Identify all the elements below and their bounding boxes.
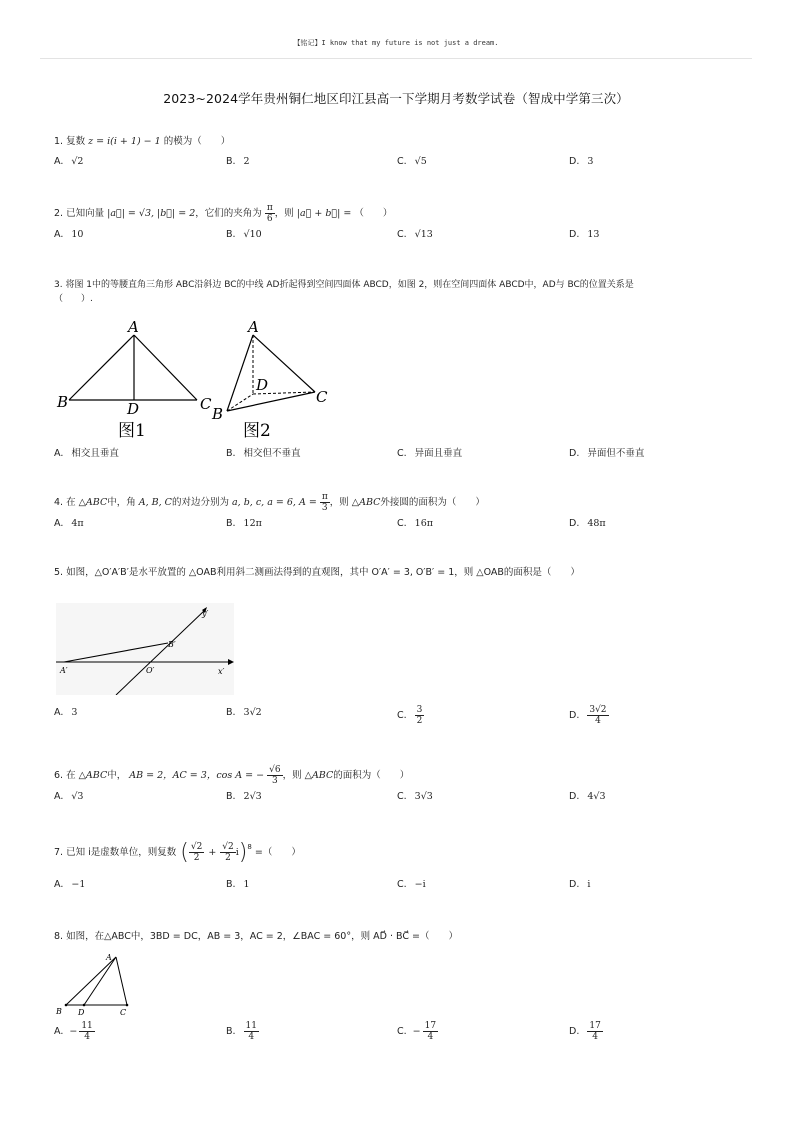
q7-plus: +	[208, 846, 217, 858]
option-letter: C.	[397, 229, 407, 240]
option-value: 1	[243, 879, 250, 890]
fraction-numerator: √2	[190, 842, 203, 852]
question-5-stem	[54, 566, 754, 580]
option-a[interactable]	[54, 707, 77, 718]
option-b[interactable]	[226, 229, 262, 240]
fraction-numerator: 3√2	[589, 705, 607, 715]
option-value: 3√3	[414, 791, 433, 802]
q6-math: △ABC	[78, 770, 108, 781]
option-d[interactable]	[569, 445, 644, 459]
q4-mid: 中，角	[107, 497, 136, 508]
q6-suffix: 的面积为（ ）	[333, 770, 410, 781]
option-b[interactable]	[226, 1021, 259, 1042]
q7-prefix: 7. 已知 i是虚数单位，则复数	[54, 846, 177, 858]
q6-mid: 中，	[107, 770, 127, 781]
option-sign: −	[69, 1026, 78, 1037]
option-d[interactable]	[569, 1021, 603, 1042]
page-title: 2023~2024学年贵州铜仁地区印江县高一下学期月考数学试卷（智成中学第三次）	[163, 91, 629, 106]
option-value: 10	[71, 229, 84, 240]
option-value: √10	[243, 229, 262, 240]
q3-line2: （ ）.	[54, 294, 93, 304]
option-fraction	[587, 705, 608, 726]
option-fraction	[423, 1021, 438, 1042]
q8-figure	[54, 950, 139, 1020]
option-letter: A.	[54, 448, 64, 459]
option-sign: −	[412, 1026, 421, 1037]
option-c[interactable]	[397, 445, 462, 459]
q3-figures	[54, 315, 344, 443]
option-value: 13	[587, 229, 600, 240]
option-letter: B.	[226, 791, 236, 802]
option-a[interactable]	[54, 229, 83, 240]
figure-2-caption: 图2	[243, 421, 271, 441]
option-letter: A.	[54, 879, 64, 890]
option-a[interactable]	[54, 1021, 95, 1042]
q4-fraction	[320, 492, 330, 513]
q4-math4: △ABC	[351, 497, 381, 508]
option-a[interactable]	[54, 791, 83, 802]
fraction-numerator: π	[321, 492, 328, 502]
option-b[interactable]	[226, 518, 262, 529]
fraction-numerator: 17	[589, 1021, 601, 1031]
label-c: C	[200, 395, 212, 413]
option-c[interactable]	[397, 879, 426, 890]
figure-2-tetrahedron	[211, 318, 328, 441]
question-2-options	[54, 229, 754, 245]
option-a[interactable]	[54, 879, 85, 890]
option-value: 3	[71, 707, 78, 718]
option-fraction	[587, 1021, 602, 1042]
option-letter: B.	[226, 707, 236, 718]
q2-mid: ，它们的夹角为	[195, 208, 262, 219]
option-value: 4π	[71, 518, 84, 529]
option-fraction	[244, 1021, 259, 1042]
label-b: B	[56, 1007, 62, 1016]
fraction-denominator: 6	[266, 214, 273, 224]
q4-mid2: 的对边分别为	[171, 497, 229, 508]
option-value: 16π	[414, 518, 433, 529]
q5-figure	[56, 603, 234, 695]
fraction-numerator: 11	[245, 1021, 257, 1031]
question-1-options	[54, 156, 754, 172]
question-8-options	[54, 1021, 754, 1049]
label-a-prime: A′	[60, 666, 68, 675]
label-d: D	[127, 400, 140, 418]
fraction-denominator: 4	[427, 1032, 434, 1042]
label-d: D	[78, 1008, 85, 1017]
option-b[interactable]	[226, 791, 262, 802]
option-letter: B.	[226, 879, 236, 890]
option-fraction	[415, 705, 425, 726]
option-d[interactable]	[569, 156, 593, 167]
option-d[interactable]	[569, 518, 606, 529]
label-o-prime: O′	[146, 666, 155, 675]
option-b[interactable]	[226, 879, 250, 890]
option-letter: C.	[397, 156, 407, 167]
label-d: D	[256, 376, 269, 394]
option-value: 相交但不垂直	[243, 448, 301, 459]
option-letter: B.	[226, 518, 236, 529]
label-x-prime: x′	[218, 667, 225, 676]
option-letter: A.	[54, 156, 64, 167]
label-c: C	[120, 1008, 127, 1017]
option-b[interactable]	[226, 156, 250, 167]
q4-prefix: 4. 在	[54, 497, 76, 508]
option-value: √2	[71, 156, 84, 167]
question-3-stem	[54, 278, 754, 306]
option-value: −i	[414, 879, 426, 890]
option-letter: A.	[54, 518, 64, 529]
label-b-prime: B′	[168, 640, 176, 649]
option-a[interactable]	[54, 445, 119, 459]
label-y-prime: y′	[202, 609, 209, 618]
q1-suffix: 的模为（ ）	[163, 136, 231, 147]
question-7-options	[54, 879, 754, 895]
option-value: 3√2	[243, 707, 262, 718]
option-c[interactable]	[397, 156, 427, 167]
q2-tail: ，则	[274, 208, 294, 219]
option-value: √13	[414, 229, 433, 240]
q2-suffix: （ ）	[354, 208, 393, 219]
q7-exponent: 8	[247, 843, 252, 851]
option-d[interactable]	[569, 879, 590, 890]
option-letter: A.	[54, 1026, 64, 1037]
q6-prefix: 6. 在	[54, 770, 76, 781]
q7-imag: i	[235, 846, 239, 858]
q4-tail: ，则	[329, 497, 349, 508]
option-value: √3	[71, 791, 84, 802]
question-7-stem	[54, 839, 754, 870]
q6-fraction	[267, 765, 282, 786]
question-5-options	[54, 705, 754, 733]
fraction-numerator: π	[266, 203, 273, 213]
option-a[interactable]	[54, 156, 83, 167]
option-letter: C.	[397, 879, 407, 890]
option-letter: C.	[397, 518, 407, 529]
option-letter: D.	[569, 229, 580, 240]
q2-fraction	[265, 203, 275, 224]
option-letter: D.	[569, 156, 580, 167]
header-divider	[40, 58, 752, 59]
fraction-numerator: √6	[269, 765, 281, 775]
option-letter: C.	[397, 710, 407, 721]
q6-tail: ，则	[282, 770, 302, 781]
q3-line1: 3. 将图 1中的等腰直角三角形 ABC沿斜边 BC的中线 AD折起得到空间四面体 ABCD，如图 2，则在空间四面体 ABCD中，AD与 BC的位置关系是	[54, 280, 634, 290]
question-3-options	[54, 445, 754, 461]
question-6-stem	[54, 765, 754, 786]
figure-1-caption: 图1	[118, 421, 146, 441]
option-letter: D.	[569, 879, 580, 890]
question-6-options	[54, 791, 754, 807]
fraction-denominator: 2	[193, 853, 200, 863]
question-4-stem	[54, 492, 754, 513]
fraction-numerator: 17	[424, 1021, 437, 1031]
option-value: 12π	[243, 518, 262, 529]
option-letter: C.	[397, 1026, 407, 1037]
label-c: C	[316, 388, 328, 406]
option-letter: D.	[569, 448, 580, 459]
option-c[interactable]	[397, 229, 433, 240]
option-value: 异面且垂直	[414, 448, 463, 459]
question-8-stem	[54, 930, 754, 944]
option-value: 异面但不垂直	[587, 448, 645, 459]
option-fraction	[79, 1021, 94, 1042]
option-b[interactable]	[226, 707, 262, 718]
fraction-denominator: 3	[271, 776, 278, 786]
header-note: 【铭记】I know that my future is not just a dream.	[293, 39, 499, 47]
q2-math: |a⃗| = √3, |b⃗| = 2	[107, 208, 196, 219]
fraction-numerator: 11	[81, 1021, 93, 1031]
q7-fraction-1	[189, 842, 204, 863]
q7-suffix: =（ ）	[254, 846, 301, 858]
option-c[interactable]	[397, 791, 433, 802]
option-c[interactable]	[397, 1021, 438, 1042]
question-2-stem	[54, 203, 754, 224]
q2-prefix: 2. 已知向量	[54, 208, 105, 219]
fraction-denominator: 2	[225, 853, 231, 863]
option-letter: D.	[569, 1026, 580, 1037]
option-letter: B.	[226, 1026, 236, 1037]
q6-math2: AB = 2，AC = 3，cos A = −	[129, 770, 265, 781]
q4-suffix: 外接圆的面积为（ ）	[380, 497, 485, 508]
option-letter: B.	[226, 156, 236, 167]
label-a: A	[128, 318, 139, 336]
fraction-numerator: 3	[416, 705, 423, 715]
label-a: A	[106, 953, 112, 962]
option-d[interactable]	[569, 229, 599, 240]
option-d[interactable]	[569, 705, 609, 726]
q1-prefix: 1. 复数	[54, 136, 86, 147]
option-value: 48π	[587, 518, 606, 529]
question-1-stem	[54, 135, 754, 149]
option-d[interactable]	[569, 791, 606, 802]
q5-text: 5. 如图，△O′A′B′是水平放置的 △OAB利用斜二测画法得到的直观图，其中 O′A′ = 3, O′B′ = 1，则 △OAB的面积是（ ）	[54, 567, 580, 578]
option-a[interactable]	[54, 518, 84, 529]
option-b[interactable]	[226, 445, 301, 459]
option-letter: A.	[54, 791, 64, 802]
option-c[interactable]	[397, 518, 433, 529]
option-letter: D.	[569, 710, 580, 721]
figure-1-triangle	[56, 318, 212, 441]
option-letter: B.	[226, 448, 236, 459]
fraction-denominator: 2	[416, 716, 423, 726]
left-paren: (	[180, 839, 189, 865]
fraction-denominator: 4	[592, 1032, 598, 1042]
label-a: A	[248, 318, 259, 336]
question-4-options	[54, 518, 754, 534]
option-letter: C.	[397, 791, 407, 802]
q8-text: 8. 如图，在△ABC中，3BD = DC，AB = 3，AC = 2，∠BAC = 60°，则 AD⃗ · BC⃗ =（ ）	[54, 931, 458, 942]
option-value: 2	[243, 156, 250, 167]
q1-math: z = i(i + 1) − 1	[88, 136, 161, 147]
option-value: −1	[71, 879, 86, 890]
fraction-numerator: √2	[222, 842, 234, 852]
option-c[interactable]	[397, 705, 424, 726]
q2-math2: |a⃗ + b⃗| =	[296, 208, 352, 219]
option-value: i	[587, 879, 591, 890]
option-letter: A.	[54, 229, 64, 240]
option-letter: D.	[569, 518, 580, 529]
fraction-denominator: 3	[321, 503, 328, 513]
option-letter: B.	[226, 229, 236, 240]
q4-math2: A, B, C	[138, 497, 172, 508]
right-paren: )	[238, 839, 248, 865]
q4-math: △ABC	[78, 497, 108, 508]
fraction-denominator: 4	[595, 716, 601, 726]
label-b: B	[57, 393, 69, 411]
q4-math3: a, b, c, a = 6, A =	[232, 497, 317, 508]
option-value: √5	[414, 156, 427, 167]
option-letter: D.	[569, 791, 580, 802]
q7-fraction-2	[220, 842, 235, 863]
option-value: 相交且垂直	[71, 448, 119, 459]
fraction-denominator: 4	[84, 1032, 90, 1042]
option-value: 4√3	[587, 791, 606, 802]
option-value: 2√3	[243, 791, 262, 802]
q6-math3: △ABC	[304, 770, 334, 781]
fraction-denominator: 4	[248, 1032, 255, 1042]
option-letter: A.	[54, 707, 64, 718]
label-b: B	[212, 405, 224, 423]
option-letter: C.	[397, 448, 407, 459]
option-value: 3	[587, 156, 594, 167]
